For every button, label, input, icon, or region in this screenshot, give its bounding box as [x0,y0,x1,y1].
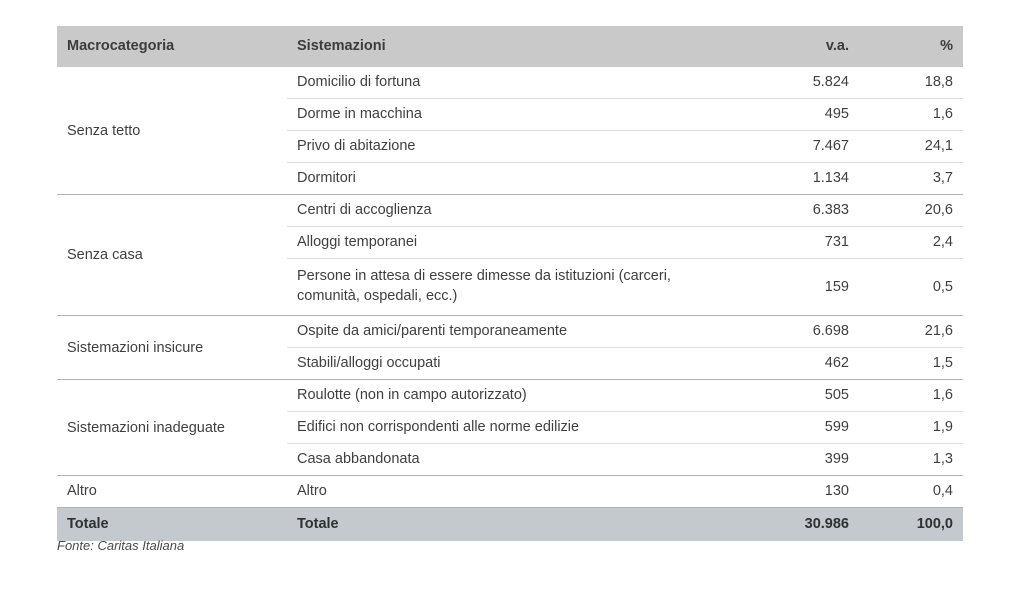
value-percent: 2,4 [871,227,963,259]
value-absolute: 7.467 [739,131,871,163]
value-absolute: 1.134 [739,163,871,195]
header-row [57,26,963,67]
accommodation-label: Centri di accoglienza [287,195,739,227]
accommodation-label: Ospite da amici/parenti temporaneamente [287,316,739,348]
accommodation-label: Persone in attesa di essere dimesse da istituzioni (carceri, comunità, ospedali, ecc.) [287,259,739,316]
macrocategory-cell: Sistemazioni inadeguate [57,380,287,476]
total-value-percent: 100,0 [871,508,963,542]
accommodation-label: Roulotte (non in campo autorizzato) [287,380,739,412]
table-row-total [57,508,963,542]
accommodation-label: Domicilio di fortuna [287,67,739,99]
value-percent: 1,3 [871,444,963,476]
value-absolute: 462 [739,348,871,380]
accommodation-label: Edifici non corrispondenti alle norme edilizie [287,412,739,444]
table-container [57,26,963,541]
table-row-altro [57,476,963,508]
macrocategory-cell: Senza casa [57,195,287,316]
value-absolute: 495 [739,99,871,131]
table-row [57,195,963,227]
value-absolute: 130 [739,476,871,508]
accommodation-label: Dormitori [287,163,739,195]
table-header [57,26,963,67]
value-percent: 0,5 [871,259,963,316]
value-absolute: 505 [739,380,871,412]
value-absolute: 399 [739,444,871,476]
value-percent: 0,4 [871,476,963,508]
value-absolute: 599 [739,412,871,444]
accommodation-label: Stabili/alloggi occupati [287,348,739,380]
source-note: Fonte: Caritas Italiana [57,538,185,553]
accommodation-label: Altro [287,476,739,508]
table-row [57,316,963,348]
table-body [57,67,963,541]
value-percent: 3,7 [871,163,963,195]
total-label-sistemazioni: Totale [287,508,739,542]
value-absolute: 6.383 [739,195,871,227]
column-header-sistemazioni: Sistemazioni [287,26,739,67]
macrocategory-cell: Senza tetto [57,67,287,195]
accommodation-label: Dorme in macchina [287,99,739,131]
value-percent: 1,5 [871,348,963,380]
table-row [57,380,963,412]
value-percent: 21,6 [871,316,963,348]
value-absolute: 5.824 [739,67,871,99]
value-absolute: 731 [739,227,871,259]
column-header-macrocategoria: Macrocategoria [57,26,287,67]
accommodation-label: Casa abbandonata [287,444,739,476]
table-row [57,67,963,99]
macrocategory-cell: Sistemazioni insicure [57,316,287,380]
value-percent: 20,6 [871,195,963,227]
value-absolute: 6.698 [739,316,871,348]
accommodation-label: Alloggi temporanei [287,227,739,259]
macrocategory-cell: Altro [57,476,287,508]
column-header-percent: % [871,26,963,67]
value-percent: 18,8 [871,67,963,99]
accommodation-label: Privo di abitazione [287,131,739,163]
homelessness-accommodation-table [57,26,963,541]
total-label-macro: Totale [57,508,287,542]
value-percent: 1,6 [871,380,963,412]
value-percent: 1,9 [871,412,963,444]
total-value-absolute: 30.986 [739,508,871,542]
value-percent: 24,1 [871,131,963,163]
column-header-va: v.a. [739,26,871,67]
value-percent: 1,6 [871,99,963,131]
value-absolute: 159 [739,259,871,316]
